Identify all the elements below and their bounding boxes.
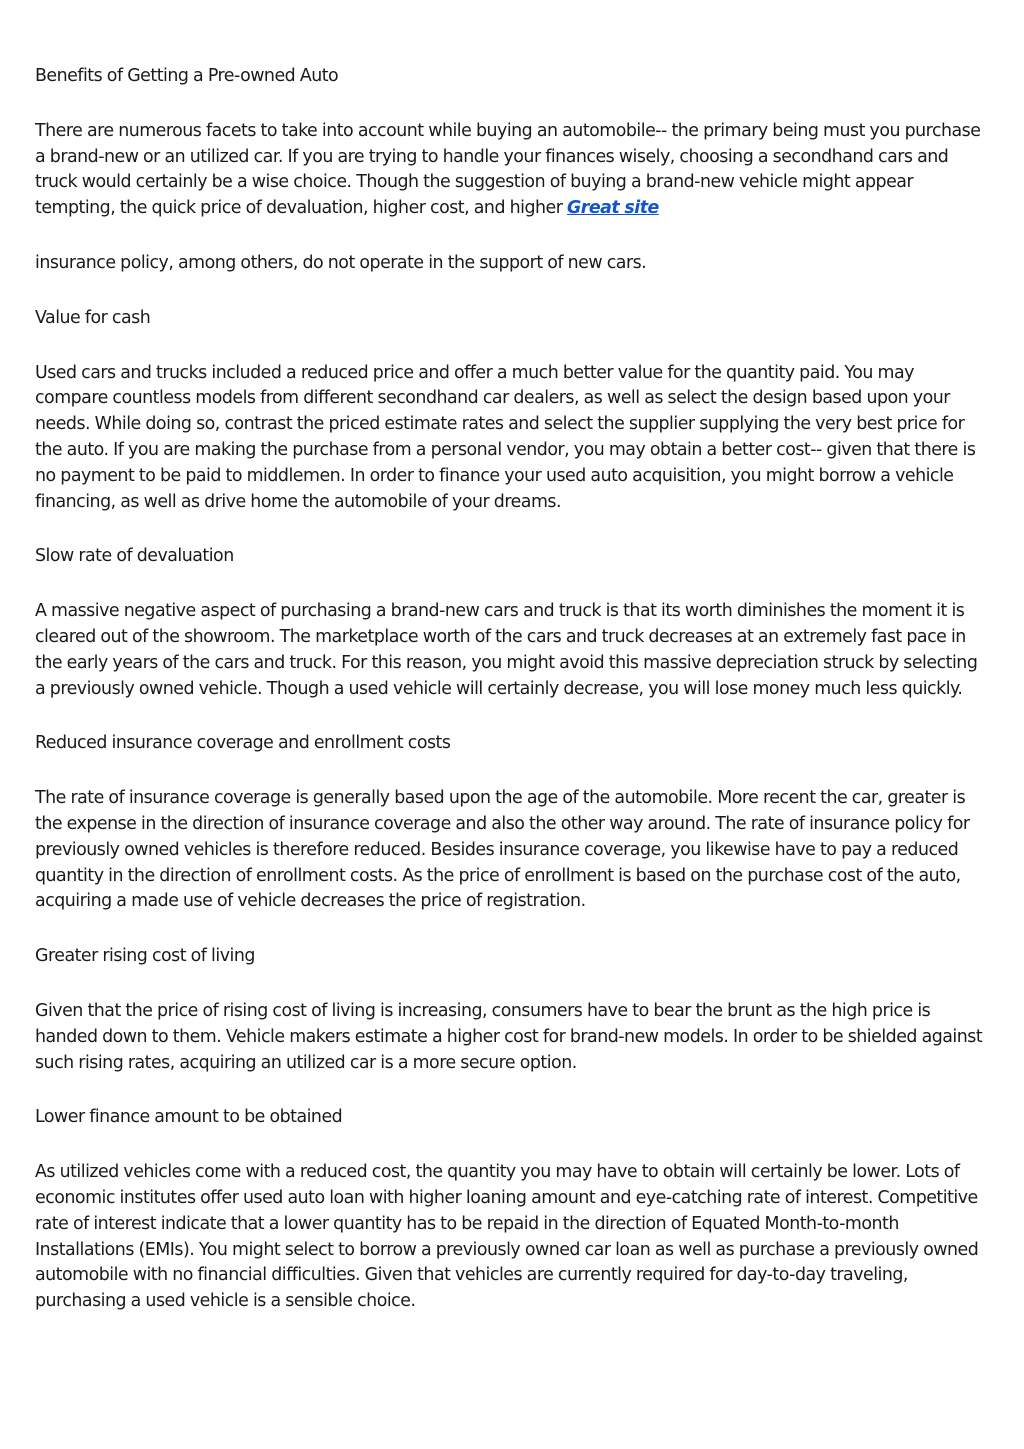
section-heading-slow-devaluation: Slow rate of devaluation: [35, 546, 234, 567]
section-body-slow-devaluation: A massive negative aspect of purchasing a brand-new cars and truck is that its worth diminishes the moment it is cleared out of the showroom. The marketplace worth of the cars and truck decreases at an extremely fast pace in the early years of the cars and truck. For this reason, you might avoid this massive depreciation struck by selecting a previously owned vehicle. Though a used vehicle will certainly decrease, you will lose money much less quickly.: [35, 601, 978, 699]
intro-text: There are numerous facets to take into account while buying an automobile-- the primary being must you purchase a brand-new or an utilized car. If you are trying to handle your finances wisely, choosing a secondhand cars and truck would certainly be a wise choice. Though the suggestion of buying a brand-new vehicle might appear tempting, the quick price of devaluation, higher cost, and higher: [35, 120, 981, 219]
intro-paragraph: [35, 119, 991, 222]
section-body-rising-cost-of-living: Given that the price of rising cost of living is increasing, consumers have to bear the brunt as the high price is handed down to them. Vehicle makers estimate a higher cost for brand-new models. In order to be shielded against such rising rates, acquiring an utilized car is a more secure option.: [35, 1000, 983, 1073]
document-page: [35, 64, 991, 1344]
great-site-link[interactable]: Great site: [567, 198, 659, 219]
section-body-lower-finance-amount: As utilized vehicles come with a reduced cost, the quantity you may have to obtain will certainly be lower. Lots of economic institutes offer used auto loan with higher loaning amount and eye-catching rate of interest. Competitive rate of interest indicate that a lower quantity has to be repaid in the direction of Equated Month-to-month Installations (EMIs). You might select to borrow a previously owned car loan as well as purchase a previously owned automobile with no financial difficulties. Given that vehicles are currently required for day-to-day traveling, purchasing a used vehicle is a sensible choice.: [35, 1162, 979, 1312]
document-title: Benefits of Getting a Pre-owned Auto: [35, 66, 339, 86]
section-heading-value-for-cash: Value for cash: [35, 307, 151, 328]
section-heading-reduced-insurance: Reduced insurance coverage and enrollment costs: [35, 733, 451, 754]
section-heading-rising-cost-of-living: Greater rising cost of living: [35, 946, 255, 967]
section-heading-lower-finance-amount: Lower finance amount to be obtained: [35, 1107, 343, 1128]
section-body-value-for-cash: Used cars and trucks included a reduced price and offer a much better value for the quantity paid. You may compare countless models from different secondhand car dealers, as well as select the design based upon your needs. While doing so, contrast the priced estimate rates and select the supplier supplying the very best price for the auto. If you are making the purchase from a personal vendor, you may obtain a better cost-- given that there is no payment to be paid to middlemen. In order to finance your used auto acquisition, you might borrow a vehicle financing, as well as drive home the automobile of your dreams.: [35, 362, 976, 512]
intro-continued-paragraph: insurance policy, among others, do not operate in the support of new cars.: [35, 252, 647, 273]
section-body-reduced-insurance: The rate of insurance coverage is generally based upon the age of the automobile. More recent the car, greater is the expense in the direction of insurance coverage and also the other way around. The rate of insurance policy for previously owned vehicles is therefore reduced. Besides insurance coverage, you likewise have to pay a reduced quantity in the direction of enrollment costs. As the price of enrollment is based on the purchase cost of the auto, acquiring a made use of vehicle decreases the price of registration.: [35, 788, 970, 912]
